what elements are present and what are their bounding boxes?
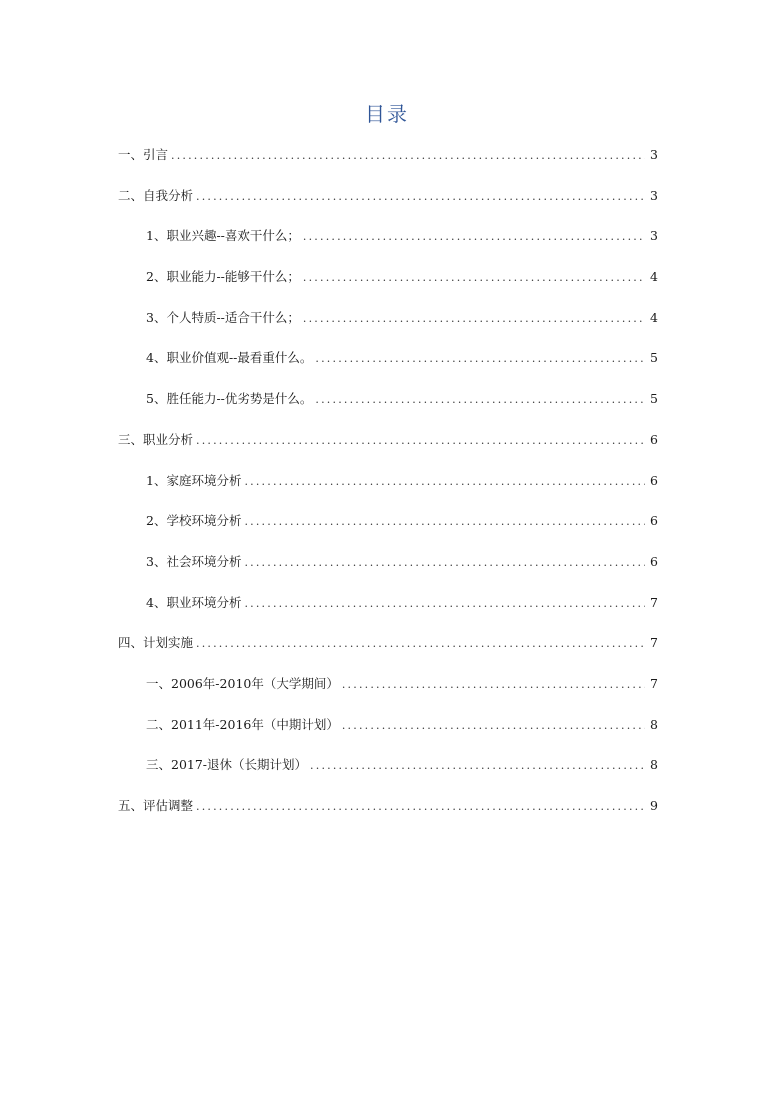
toc-entry-text: 1、家庭环境分析 [146,472,242,488]
toc-leader-dots [244,594,645,614]
toc-page-number: 8 [650,757,658,773]
toc-entry-competency[interactable] [118,389,658,430]
toc-page-number: 7 [650,635,658,651]
toc-entry-family-environment[interactable] [118,471,658,512]
toc-page-number: 6 [650,513,658,529]
toc-entry-school-environment[interactable] [118,511,658,552]
toc-entry-career-ability[interactable] [118,267,658,308]
toc-leader-dots [315,349,645,369]
toc-entry-text: 3、个人特质--适合干什么； [146,309,300,325]
toc-page-number: 7 [650,675,658,691]
toc-leader-dots [196,797,645,817]
toc-leader-dots [342,716,645,736]
toc-leader-dots [315,390,645,410]
toc-leader-dots [303,227,645,247]
toc-entry-text: 一、2006年-2010年（大学期间） [146,675,339,691]
toc-entry-text: 三、2017-退休（长期计划） [146,757,308,773]
toc-entry-university-plan[interactable] [118,674,658,715]
toc-list [118,145,658,837]
toc-page-number: 5 [650,391,658,407]
toc-entry-text: 1、职业兴趣--喜欢干什么； [146,228,300,244]
toc-entry-text: 4、职业价值观--最看重什么。 [146,350,313,366]
toc-leader-dots [244,512,645,532]
toc-page-number: 3 [650,187,658,203]
toc-entry-text: 三、职业分析 [118,431,194,447]
toc-leader-dots [171,146,645,166]
toc-entry-career-environment[interactable] [118,593,658,634]
toc-page-number: 6 [650,553,658,569]
toc-leader-dots [342,675,645,695]
toc-entry-text: 3、社会环境分析 [146,553,242,569]
toc-leader-dots [303,268,645,288]
toc-entry-text: 2、职业能力--能够干什么； [146,269,300,285]
toc-page-number: 9 [650,798,658,813]
toc-entry-text: 4、职业环境分析 [146,594,242,610]
toc-page-number: 8 [650,716,658,732]
toc-entry-social-environment[interactable] [118,552,658,593]
toc-entry-text: 四、计划实施 [118,635,194,651]
toc-entry-evaluation-adjustment[interactable] [118,796,658,837]
toc-page-number: 4 [650,269,658,285]
toc-page-number: 5 [650,350,658,366]
toc-page-number: 3 [650,147,658,162]
toc-entry-introduction[interactable] [118,145,658,186]
toc-entry-career-interest[interactable] [118,226,658,267]
toc-entry-career-values[interactable] [118,348,658,389]
toc-leader-dots [196,634,645,654]
toc-leader-dots [196,431,645,451]
toc-entry-text: 5、胜任能力--优劣势是什么。 [146,391,313,407]
toc-page-number: 3 [650,228,658,244]
toc-entry-plan-implementation[interactable] [118,633,658,674]
toc-entry-text: 五、评估调整 [118,798,194,813]
toc-leader-dots [244,553,645,573]
toc-entry-career-analysis[interactable] [118,430,658,471]
toc-leader-dots [196,187,645,207]
toc-entry-personal-traits[interactable] [118,308,658,349]
toc-title: 目录 [365,102,409,126]
toc-entry-text: 一、引言 [118,147,169,162]
toc-page-number: 6 [650,472,658,488]
toc-page-number: 4 [650,309,658,325]
toc-entry-mid-term-plan[interactable] [118,715,658,756]
toc-entry-long-term-plan[interactable] [118,755,658,796]
toc-page-number: 6 [650,431,658,447]
toc-page-number: 7 [650,594,658,610]
toc-leader-dots [310,756,645,776]
toc-entry-text: 二、自我分析 [118,187,194,203]
toc-leader-dots [303,309,645,329]
toc-entry-text: 2、学校环境分析 [146,513,242,529]
toc-leader-dots [244,472,645,492]
toc-entry-self-analysis[interactable] [118,186,658,227]
toc-entry-text: 二、2011年-2016年（中期计划） [146,716,339,732]
